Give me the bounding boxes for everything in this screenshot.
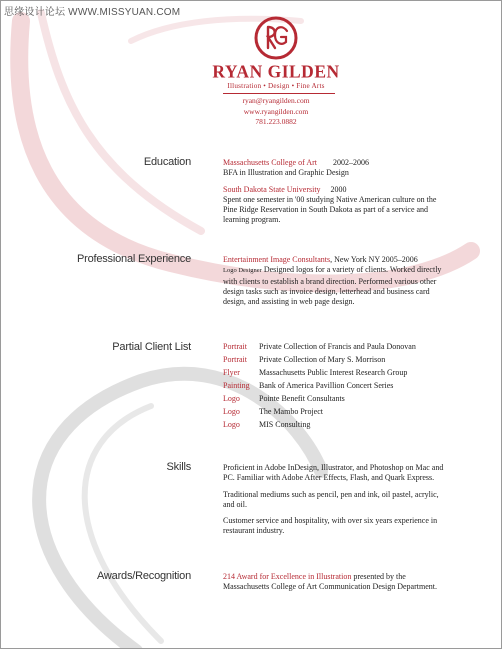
degree-text: BFA in Illustration and Graphic Design — [223, 168, 349, 178]
skills-paragraph: Customer service and hospitality, with over six years experience in restaurant industry. — [223, 516, 438, 536]
client-category: Painting — [223, 381, 250, 390]
client-item — [223, 394, 345, 403]
education-content — [223, 158, 448, 226]
experience-header — [223, 255, 448, 265]
skills-paragraph: Traditional mediums such as pencil, pen and ink, oil pastel, acrylic, and oil. — [223, 489, 439, 509]
rg-monogram-icon — [253, 15, 299, 61]
email-link[interactable]: ryan@ryangilden.com — [242, 96, 310, 105]
company-name: Entertainment Image Consultants — [223, 255, 331, 264]
school-name: Massachusetts College of Art — [223, 158, 317, 167]
client-item — [223, 355, 385, 364]
phone-number: 781.223.0882 — [255, 117, 297, 126]
school-years: 2000 — [330, 184, 347, 194]
experience-description — [223, 265, 448, 307]
client-category: Logo — [223, 394, 240, 403]
client-name: Private Collection of Francis and Paula Donovan — [259, 342, 416, 351]
skills-content — [223, 463, 448, 543]
section-title-awards: Awards/Recognition — [96, 570, 191, 582]
client-name: Bank of America Pavillion Concert Series — [259, 381, 394, 390]
award-name: 214 Award for Excellence in Illustration — [223, 572, 352, 581]
client-name: MIS Consulting — [259, 420, 311, 429]
skills-paragraph: Proficient in Adobe InDesign, Illustrator, and Photoshop on Mac and PC. Familiar with Adobe After Effects, Flash, and Quark Express. — [223, 463, 444, 483]
website-link[interactable]: www.ryangilden.com — [243, 106, 309, 116]
client-category: Portrait — [223, 355, 247, 364]
client-name: Massachusetts Public Interest Research Group — [259, 368, 408, 377]
client-name: The Mambo Project — [259, 407, 323, 416]
client-item — [223, 381, 393, 390]
school-name: South Dakota State University — [223, 184, 321, 194]
client-item — [223, 407, 323, 416]
client-category: Portrait — [223, 342, 247, 351]
client-item — [223, 368, 407, 377]
section-title-education: Education — [143, 156, 191, 168]
client-name: Pointe Benefit Consultants — [259, 394, 345, 403]
education-description: Spent one semester in '00 studying Native American culture on the Pine Ridge Reservation in South Dakota as part of a service and learning program. — [223, 194, 437, 225]
client-category: Logo — [223, 420, 240, 429]
experience-content — [223, 255, 448, 307]
client-name: Private Collection of Mary S. Morrison — [259, 355, 386, 364]
role-title: Logo Designer — [223, 267, 262, 275]
role-description: Designed logos for a variety of clients. Worked directly with clients to establish a brand direction. Performed various other design tasks such as invoice design, letterhead and business card design, and assisting in web page design. — [223, 265, 442, 307]
watermark-text: 思缘设计论坛 WWW.MISSYUAN.COM — [4, 7, 181, 18]
company-location-years: , New York NY 2005–2006 — [330, 255, 418, 264]
awards-content — [223, 572, 448, 593]
client-item — [223, 420, 310, 429]
education-entry — [223, 185, 448, 195]
contact-block — [201, 96, 351, 128]
school-years: 2002–2006 — [332, 158, 369, 167]
client-category: Flyer — [223, 368, 240, 377]
section-title-skills: Skills — [166, 461, 191, 473]
client-item — [223, 342, 416, 351]
award-description: presented by the Massachusetts College of Art Communication Design Department. — [223, 572, 437, 592]
resume-tagline: Illustration • Design • Fine Arts — [227, 82, 325, 90]
client-category: Logo — [223, 407, 240, 416]
header-divider — [223, 93, 335, 94]
education-entry — [223, 158, 448, 168]
section-title-experience: Professional Experience — [76, 253, 191, 265]
section-title-clients: Partial Client List — [112, 341, 191, 353]
resume-name: RYAN GILDEN — [212, 60, 340, 82]
